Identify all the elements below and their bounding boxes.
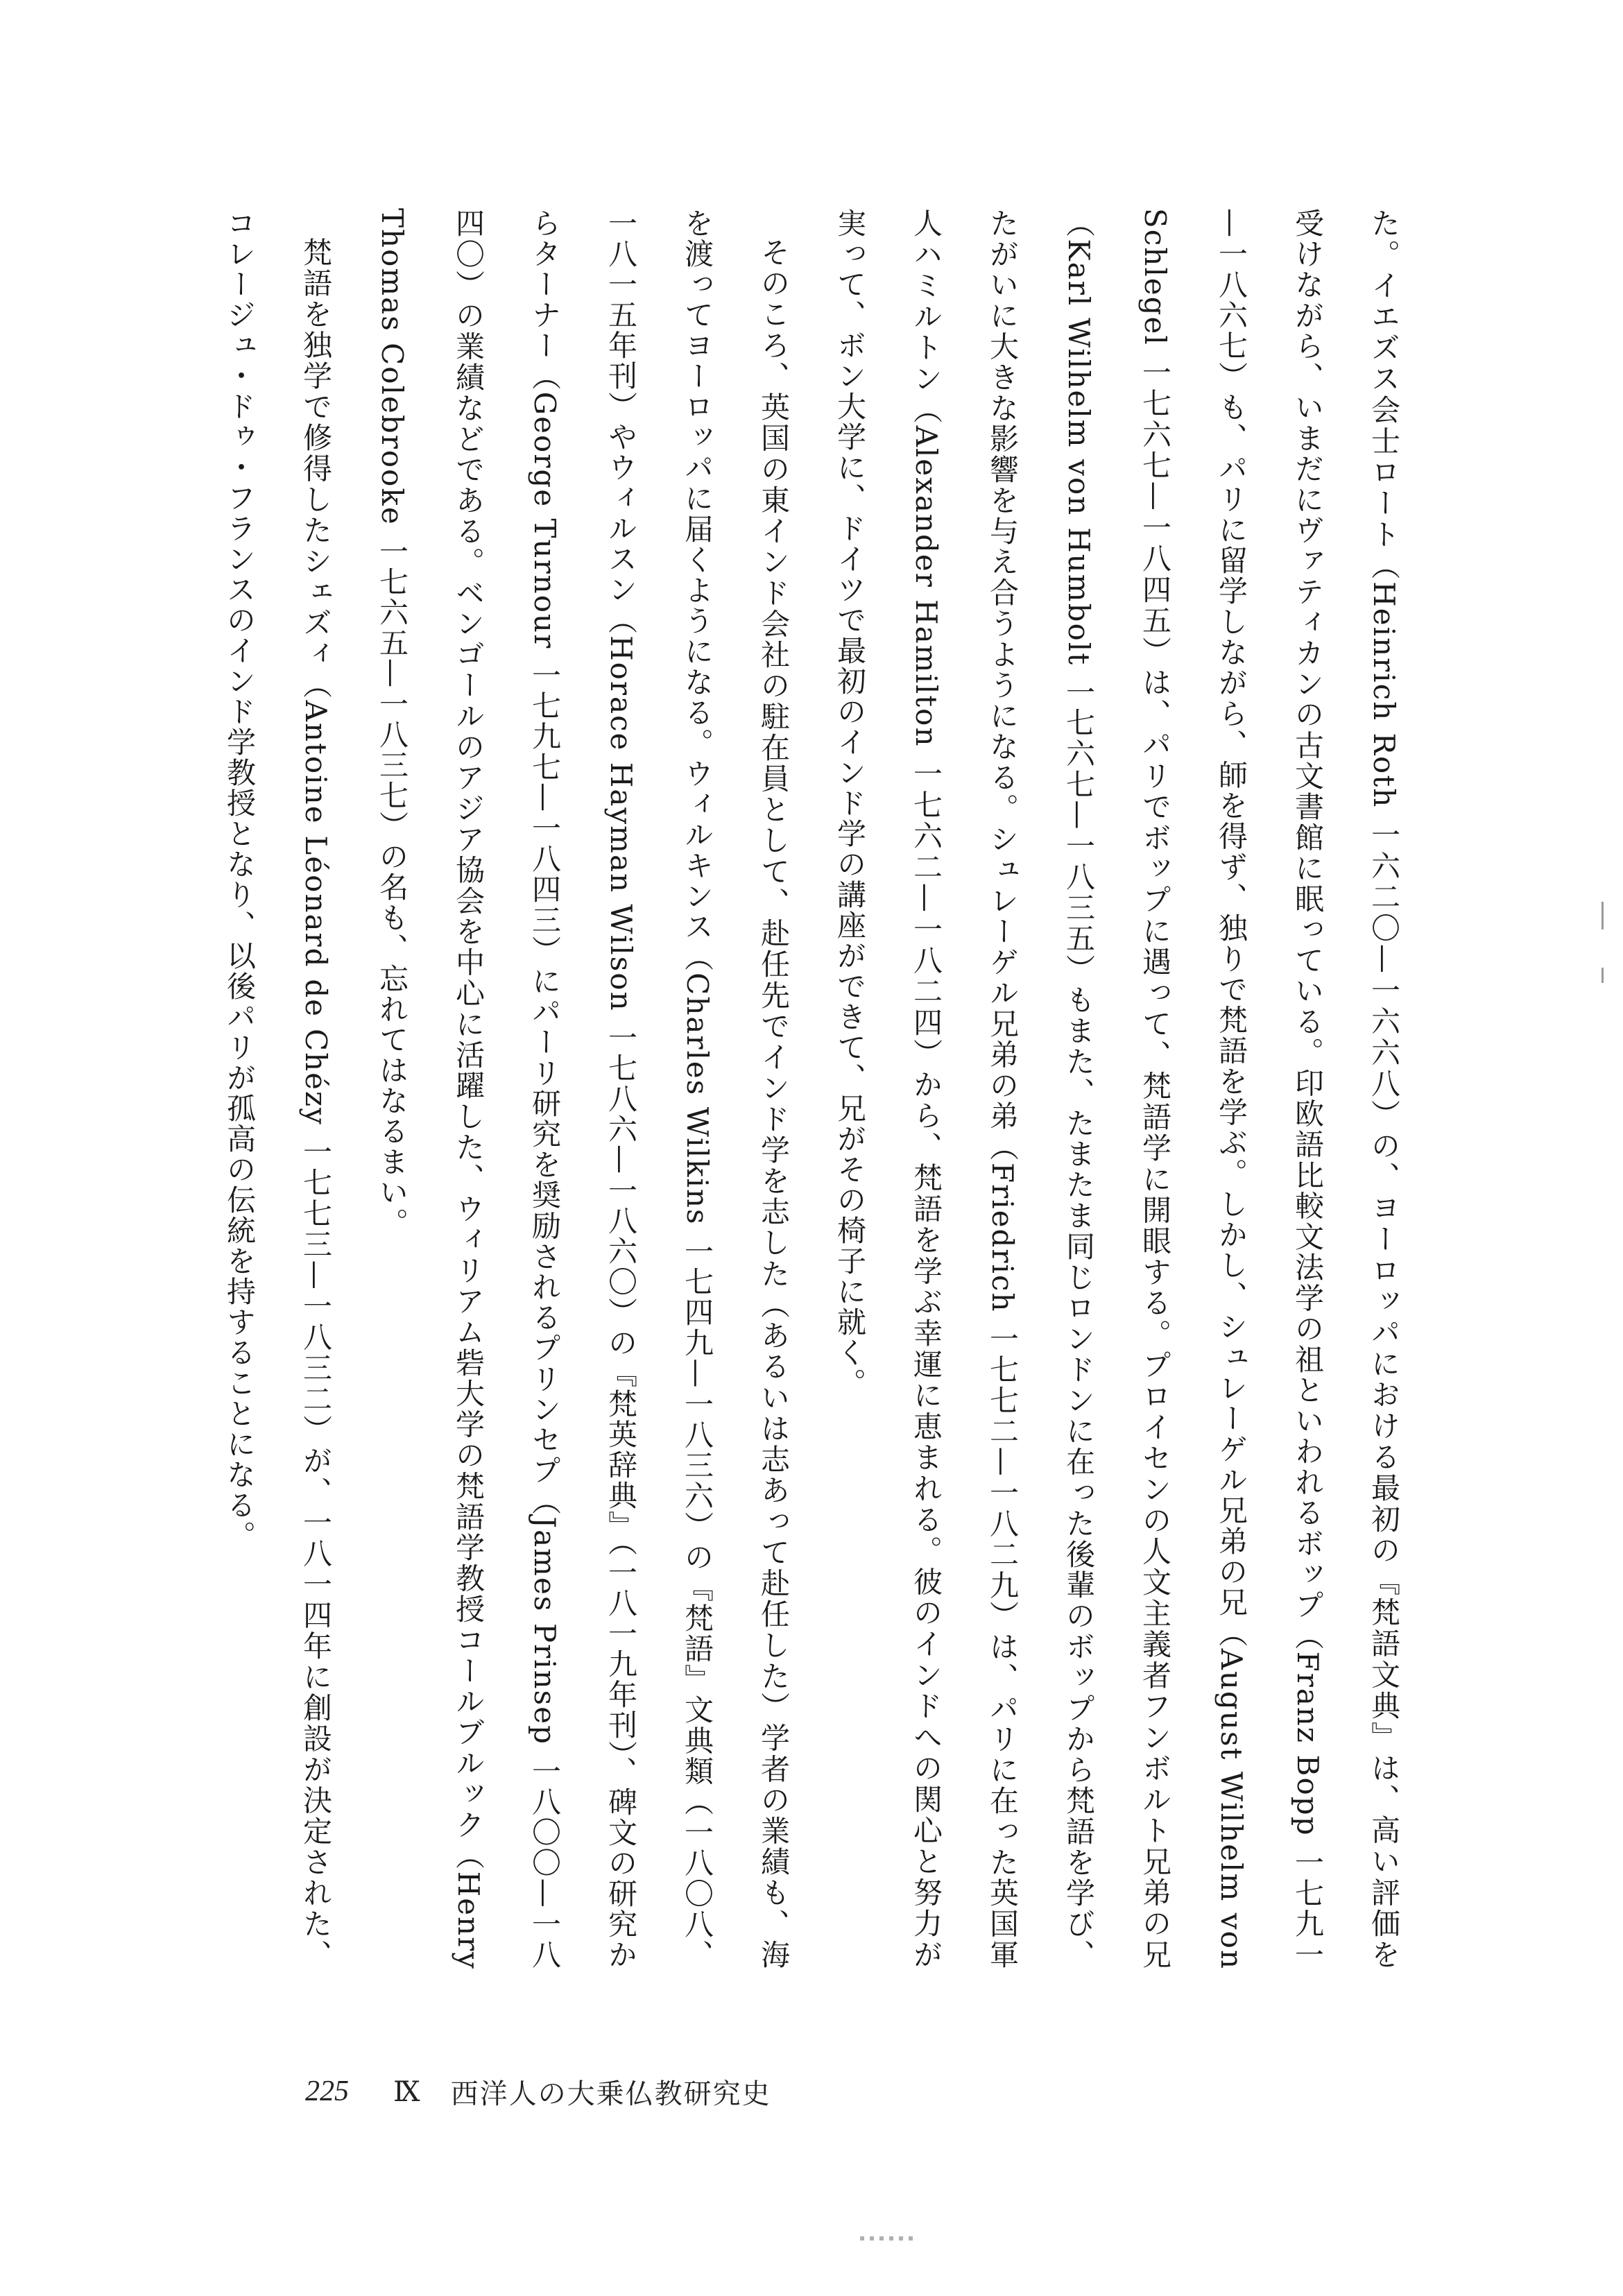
margin-mark-1 bbox=[1601, 902, 1604, 929]
paragraph-1: た。イエズス会士ロート（Heinrich Roth 一六二〇—一六六八）の、ヨーロッパにおける最初の『梵語文典』は、高い評価を受けながら、いまだにヴァティカンの古文書館に眠っている。印欧語比較文法学の祖といわれるボップ（Franz Bopp 一七九一—一八六七）も、パリに留学しながら、師を得ず、独りで梵語を学ぶ。しかし、シュレーゲル兄弟の兄（August Wilhelm von Schlegel 一七六七—一八四五）は、パリでボップに遇って、梵語学に開眼する。プロイセンの人文主義者フンボルト兄弟の兄（Karl Wilhelm von Humbolt 一七六七—一八三五）もまた、たまたま同じロンドンに在った後輩のボップから梵語を学び、たがいに大きな影響を与え合うようになる。シュレーゲル兄弟の弟（Friedrich 一七七二—一八二九）は、パリに在った英国軍人ハミルトン（Alexander Hamilton 一七六二—一八二四）から、梵語を学ぶ幸運に恵まれる。彼のインドへの関心と努力が実って、ボン大学に、ドイツで最初のインド学の講座ができて、兄がその椅子に就く。 bbox=[833, 208, 1401, 1970]
page-footer bbox=[305, 2071, 771, 2112]
margin-mark-2 bbox=[1601, 968, 1604, 983]
body-text bbox=[153, 208, 1422, 1970]
paragraph-3: 梵語を独学で修得したシェズィ（Antoine Léonard de Chézy 一七七三—一八三二）が、一八一四年に創設が決定された、コレージュ・ドゥ・フランスのインド学教授となり、以後パリが孤高の伝統を持することになる。 bbox=[223, 208, 333, 1970]
scan-smudge bbox=[860, 2236, 916, 2241]
paragraph-2: そのころ、英国の東インド会社の駐在員として、赴任先でインド学を志した（あるいは志あって赴任した）学者の業績も、海を渡ってヨーロッパに届くようになる。ウィルキンス（Charles Wilkins 一七四九—一八三六）の『梵語』文典類（一八〇八、一八一五年刊）やウィルスン（Horace Hayman Wilson 一七八六—一八六〇）の『梵英辞典』（一八一九年刊）、碑文の研究からターナー（George Turnour 一七九七—一八四三）にパーリ研究を奨励されるプリンセプ（James Prinsep 一八〇〇—一八四〇）の業績などである。ベンゴールのアジア協会を中心に活躍した、ウィリアム砦大学の梵語学教授コールブルック（Henry Thomas Colebrooke 一七六五—一八三七）の名も、忘れてはなるまい。 bbox=[375, 208, 791, 1970]
running-head-title: 西洋人の大乗仏教研究史 bbox=[450, 2077, 771, 2110]
chapter-number: Ⅸ bbox=[393, 2075, 420, 2107]
page-number: 225 bbox=[305, 2075, 349, 2107]
